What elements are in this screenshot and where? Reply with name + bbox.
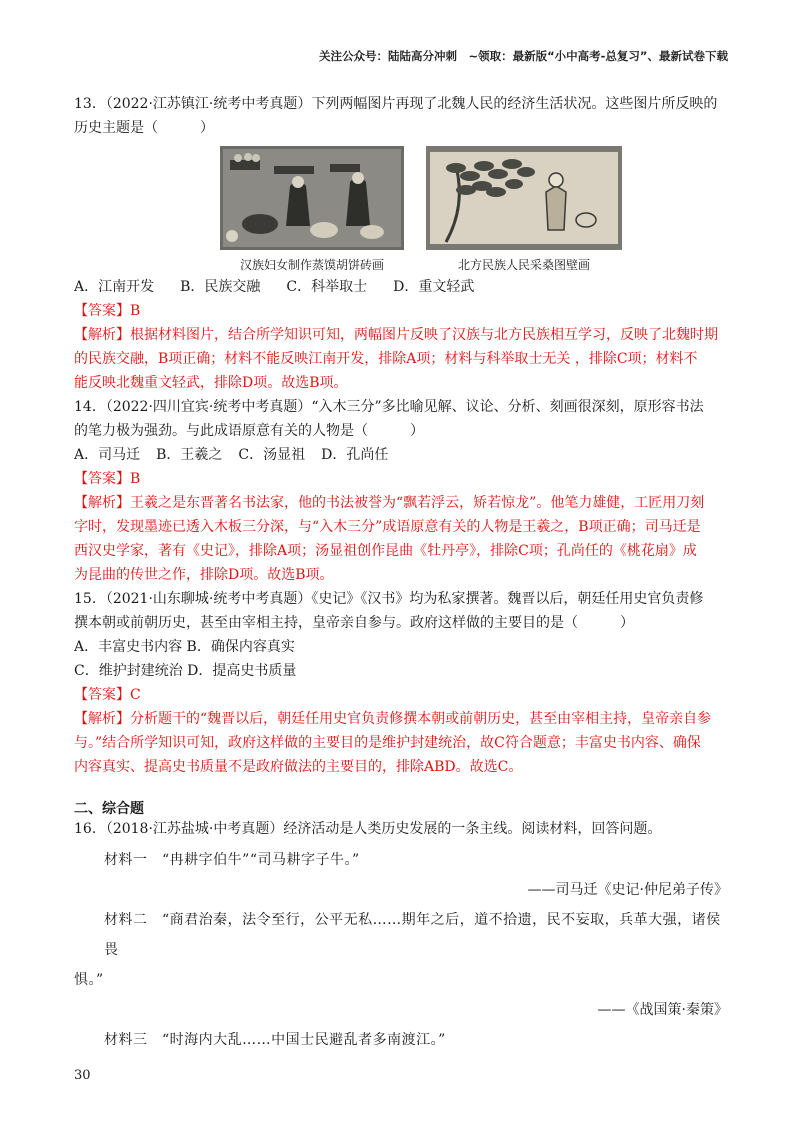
q14-analysis-1 xyxy=(74,491,728,515)
figure-mulberry-mural xyxy=(426,146,622,273)
q16-material-3: 材料三 “时海内大乱……中国士民避乱者多南渡江。” xyxy=(104,1032,446,1048)
q13-analysis-1 xyxy=(74,323,728,347)
q14-option-c: C．汤显祖 xyxy=(238,447,306,463)
q14-analysis-2: 字时，发现墨迹已透入木板三分深，与“入木三分”成语原意有关的人物是王羲之，B项正确；司马迁是 xyxy=(74,519,701,535)
q13-stem-line1: 13．（2022·江苏镇江·统考中考真题）下列两幅图片再现了北魏人民的经济生活状况。这些图片所反映的 xyxy=(74,96,718,112)
figure-1-caption: 汉族妇女制作蒸馍胡饼砖画 xyxy=(239,258,384,272)
q14-answer xyxy=(74,467,728,491)
q15-analysis-3: 内容真实、提高史书质量不是政府做法的主要目的，排除ABD。故选C。 xyxy=(74,759,523,775)
q13-option-a: A．江南开发 xyxy=(74,279,155,295)
analysis-text: 根据材料图片，结合所学知识可知，两幅图片反映了汉族与北方民族相互学习，反映了北魏时期 xyxy=(130,327,718,343)
answer-value: B xyxy=(130,471,141,487)
q14-option-a: A．司马迁 xyxy=(74,447,141,463)
analysis-tag: 【解析】 xyxy=(74,327,130,343)
answer-value: B xyxy=(130,303,141,319)
q13-option-c: C．科举取士 xyxy=(286,279,368,295)
q13-options xyxy=(74,275,728,299)
q13-analysis-2: 的民族交融，B项正确；材料不能反映江南开发，排除A项；材料与科举取士无关 ，排除C项；材料不 xyxy=(74,351,698,367)
page-header: 关注公众号：陆陆高分冲刺 ~领取：最新版“小中高考-总复习”、最新试卷下载 xyxy=(318,49,728,63)
answer-tag: 【答案】 xyxy=(74,303,130,319)
answer-value: C xyxy=(130,687,141,703)
q16-material-2-source: ——《战国策·秦策》 xyxy=(597,1002,728,1018)
analysis-text: 分析题干的“魏晋以后，朝廷任用史官负责修撰本朝或前朝历史，甚至由宰相主持，皇帝亲自参 xyxy=(130,711,712,727)
q15-analysis-1 xyxy=(74,707,728,731)
q14-option-b: B．王羲之 xyxy=(156,447,223,463)
q14-option-d: D．孔尚任 xyxy=(321,447,389,463)
q13-option-d: D．重文轻武 xyxy=(393,279,475,295)
analysis-tag: 【解析】 xyxy=(74,495,130,511)
q14-options xyxy=(74,443,728,467)
q13-analysis-3: 能反映北魏重文轻武，排除D项。故选B项。 xyxy=(74,375,348,391)
q14-analysis-4: 为昆曲的传世之作，排除D项。故选B项。 xyxy=(74,567,334,583)
brick-painting-image xyxy=(220,146,404,250)
section-title: 二、综合题 xyxy=(74,801,144,817)
analysis-tag: 【解析】 xyxy=(74,711,130,727)
page-content xyxy=(74,92,728,1055)
q15-answer xyxy=(74,683,728,707)
q16-material-2a: 材料二 “商君治秦，法令至行，公平无私……期年之后，道不拾遗，民不妄取，兵革大强，诸侯畏 xyxy=(104,912,721,958)
mulberry-mural-image xyxy=(426,146,622,250)
figure-2-caption: 北方民族人民采桑图壁画 xyxy=(457,258,590,272)
q13-answer xyxy=(74,299,728,323)
q13-option-b: B．民族交融 xyxy=(180,279,261,295)
q15-options-line1: A．丰富史书内容 B．确保内容真实 xyxy=(74,639,295,655)
q15-stem-line2: 撰本朝或前朝历史，甚至由宰相主持，皇帝亲自参与。政府这样做的主要目的是（ ） xyxy=(74,615,634,631)
answer-tag: 【答案】 xyxy=(74,471,130,487)
q16-material-2b: 惧。” xyxy=(74,972,104,988)
q14-analysis-3: 西汉史学家，著有《史记》，排除A项；汤显祖创作昆曲《牡丹亭》，排除C项；孔尚任的《桃花扇》成 xyxy=(74,543,697,559)
analysis-text: 王羲之是东晋著名书法家，他的书法被誉为“飘若浮云，矫若惊龙”。他笔力雄健，工匠用刀刻 xyxy=(130,495,705,511)
q13-stem-line2: 历史主题是（ ） xyxy=(74,120,214,136)
q13-figures xyxy=(114,146,728,273)
q16-material-1: 材料一 “冉耕字伯牛”“司马耕字子牛。” xyxy=(104,852,360,868)
page-number: 30 xyxy=(74,1068,91,1083)
q16-stem: 16．（2018·江苏盐城·中考真题）经济活动是人类历史发展的一条主线。阅读材料，回答问题。 xyxy=(74,821,662,837)
answer-tag: 【答案】 xyxy=(74,687,130,703)
q15-analysis-2: 与。”结合所学知识可知，政府这样做的主要目的是维护封建统治，故C符合题意；丰富史书内容、确保 xyxy=(74,735,701,751)
q16-material-1-source: ——司马迁《史记·仲尼弟子传》 xyxy=(527,882,728,898)
q14-stem-line1: 14．（2022·四川宜宾·统考中考真题）“入木三分”多比喻见解、议论、分析、刻画很深刻，原形容书法 xyxy=(74,399,704,415)
q14-stem-line2: 的笔力极为强劲。与此成语原意有关的人物是（ ） xyxy=(74,423,424,439)
q15-options-line2: C．维护封建统治 D．提高史书质量 xyxy=(74,663,297,679)
figure-brick-painting xyxy=(220,146,404,273)
q15-stem-line1: 15．（2021·山东聊城·统考中考真题）《史记》《汉书》均为私家撰著。魏晋以后，朝廷任用史官负责修 xyxy=(74,591,704,607)
